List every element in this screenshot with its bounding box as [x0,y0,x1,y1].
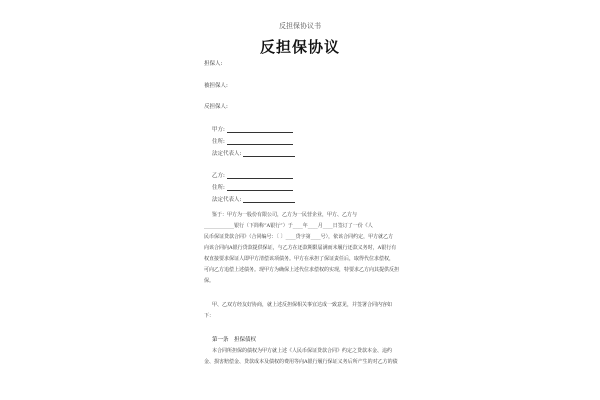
recital-line: 保。 [204,278,215,284]
document-title: 反担保协议 [259,38,340,56]
party-b-rep-line [243,196,295,203]
party-b-name-line [227,172,293,179]
party-a-rep-row [212,145,295,157]
party-a-address-line [227,138,293,145]
party-a-rep-label: 法定代表人: [212,151,242,157]
party-b-address-row [212,179,295,191]
recital-line: 可向乙方追偿上述债务。现甲方为确保上述代位求偿权的实现，特要求乙方向其提供反担 [204,267,400,273]
recital-paragraph [204,210,404,287]
recital-line: 民币保证贷款合同》（合同编号：〔 〕____贷字第____号），依该合同约定，甲方就乙方 [204,234,394,240]
recital-line: ____________银行（下简称“A银行”）于____年____月____日签订了一份《人 [204,223,373,229]
party-b-address-label: 住所: [212,185,225,191]
page-header: 反担保协议书 [279,22,321,30]
agreement-paragraph [204,300,404,322]
party-a-name-row [212,121,295,133]
party-b-rep-label: 法定代表人: [212,197,242,203]
article-1-paragraph [204,346,404,368]
party-a-address-label: 住所: [212,139,225,145]
party-b-name-row [212,167,295,179]
agreement-line: 甲、乙双方经友好协商，就上述反担保相关事宜达成一致意见，并签署合同内容如 [212,302,393,308]
party-a-name-label: 甲方: [212,127,225,133]
recital-line: 向该合同向A银行贷款提供保证，与乙方在还款期限届满而未履行还款义务时，A银行有 [204,245,397,251]
party-b-name-label: 乙方: [212,173,225,179]
guarantor-label: 担保人: [204,61,223,67]
party-b-rep-row [212,191,295,203]
party-a-address-row [212,133,295,145]
agreement-line: 下： [204,313,215,319]
guaranteed-label: 被担保人: [204,83,228,89]
counter-guarantor-label: 反担保人: [204,104,228,110]
party-a-block [212,121,295,157]
recital-line: 权直接要求保证人即甲方清偿该项债务。甲方在承担了保证责任后，取得代位求偿权， [204,256,395,262]
article-1-title: 第一条 担保债权 [212,337,257,343]
party-b-block [212,167,295,203]
article-1-line: 本合同所担保的债权为甲方就上述《人民币保证贷款合同》约定之贷款本金、违约 [212,348,393,354]
party-b-address-line [227,184,293,191]
party-a-rep-line [243,150,295,157]
recital-line: 鉴于：甲方为一股份有限公司，乙方为一民营企业，甲方、乙方与 [212,212,358,218]
party-a-name-line [227,126,293,133]
article-1-line: 金、损害赔偿金、贷款成本及债权的费用等向A银行履行保证义务后所产生的对乙方的债 [204,359,398,365]
